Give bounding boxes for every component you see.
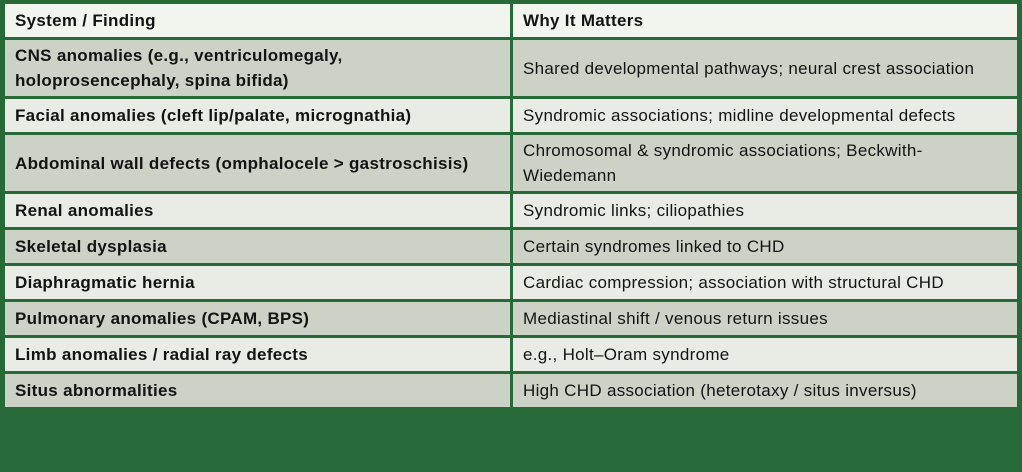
finding-cell: Limb anomalies / radial ray defects [4, 337, 512, 373]
table-row [4, 337, 1019, 373]
why-cell: Syndromic associations; midline developmental defects [512, 98, 1019, 134]
finding-cell: CNS anomalies (e.g., ventriculomegaly, holoprosencephaly, spina bifida) [4, 39, 512, 98]
table-row [4, 229, 1019, 265]
finding-cell: Skeletal dysplasia [4, 229, 512, 265]
why-cell: Mediastinal shift / venous return issues [512, 301, 1019, 337]
why-cell: Cardiac compression; association with structural CHD [512, 265, 1019, 301]
system-finding-table [2, 1, 1020, 410]
why-cell: Certain syndromes linked to CHD [512, 229, 1019, 265]
table-row [4, 134, 1019, 193]
why-cell: Chromosomal & syndromic associations; Beckwith-Wiedemann [512, 134, 1019, 193]
why-cell: e.g., Holt–Oram syndrome [512, 337, 1019, 373]
finding-cell: Diaphragmatic hernia [4, 265, 512, 301]
finding-cell: Abdominal wall defects (omphalocele > gastroschisis) [4, 134, 512, 193]
why-cell: High CHD association (heterotaxy / situs inversus) [512, 373, 1019, 409]
table-row [4, 193, 1019, 229]
finding-cell: Facial anomalies (cleft lip/palate, micrognathia) [4, 98, 512, 134]
table-row [4, 98, 1019, 134]
why-cell: Shared developmental pathways; neural crest association [512, 39, 1019, 98]
column-header-why-it-matters: Why It Matters [512, 3, 1019, 39]
finding-cell: Renal anomalies [4, 193, 512, 229]
header-row [4, 3, 1019, 39]
finding-cell: Pulmonary anomalies (CPAM, BPS) [4, 301, 512, 337]
why-cell: Syndromic links; ciliopathies [512, 193, 1019, 229]
column-header-system-finding: System / Finding [4, 3, 512, 39]
table-row [4, 39, 1019, 98]
table-body [4, 39, 1019, 409]
table-row [4, 301, 1019, 337]
table-row [4, 373, 1019, 409]
finding-cell: Situs abnormalities [4, 373, 512, 409]
table-row [4, 265, 1019, 301]
